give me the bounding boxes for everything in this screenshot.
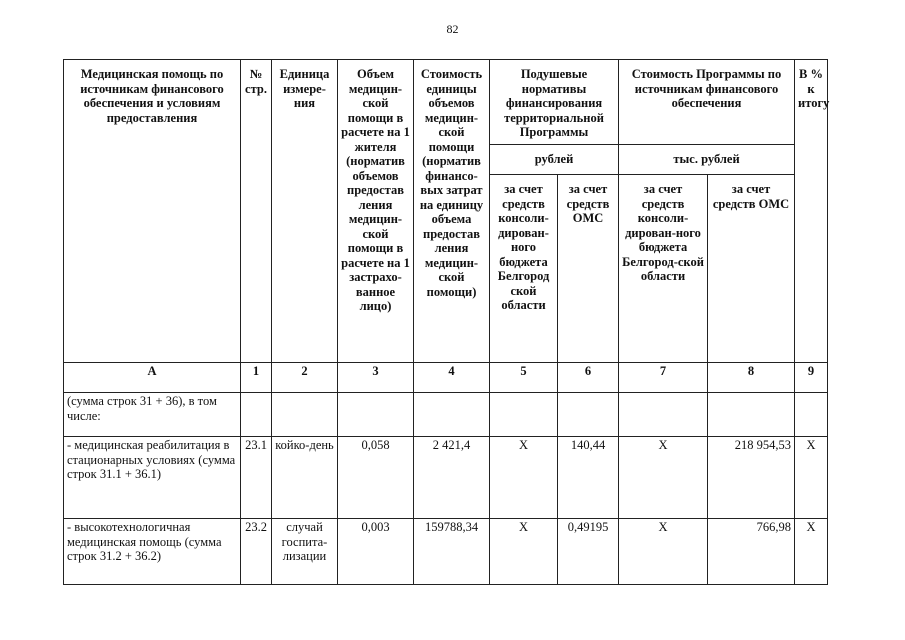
row-oms-norm: 140,44 bbox=[558, 437, 619, 519]
page-number: 82 bbox=[446, 22, 459, 36]
row-percent bbox=[795, 393, 828, 437]
row-oms-norm bbox=[558, 393, 619, 437]
column-number: 4 bbox=[414, 363, 490, 393]
row-volume: 0,058 bbox=[338, 437, 414, 519]
row-oms-norm: 0,49195 bbox=[558, 519, 619, 585]
row-regional-norm: Х bbox=[490, 437, 558, 519]
header-oms-norm: за счет средств ОМС bbox=[558, 175, 619, 363]
header-program-cost: Стоимость Программы по источникам финансового обеспечения bbox=[619, 60, 795, 145]
row-regional-cost: Х bbox=[619, 519, 708, 585]
row-volume: 0,003 bbox=[338, 519, 414, 585]
row-unit: случай госпита-лизации bbox=[272, 519, 338, 585]
financing-table bbox=[63, 59, 828, 585]
header-volume: Объем медицин-ской помощи в расчете на 1 жителя (норматив объемов предостав ления медицин-ской помощи в расчете на 1 застрахо-ванное лицо) bbox=[338, 60, 414, 363]
row-regional-cost: Х bbox=[619, 437, 708, 519]
row-number: 23.2 bbox=[241, 519, 272, 585]
header-unit: Единица измере-ния bbox=[272, 60, 338, 363]
column-number: А bbox=[64, 363, 241, 393]
column-number: 1 bbox=[241, 363, 272, 393]
column-number: 3 bbox=[338, 363, 414, 393]
row-unit bbox=[272, 393, 338, 437]
column-number: 2 bbox=[272, 363, 338, 393]
column-number: 8 bbox=[708, 363, 795, 393]
header-unit-thousand-rubles: тыс. рублей bbox=[619, 145, 795, 175]
row-unit-cost: 159788,34 bbox=[414, 519, 490, 585]
header-per-capita-norms: Подушевые нормативы финансирования территориальной Программы bbox=[490, 60, 619, 145]
column-number: 5 bbox=[490, 363, 558, 393]
row-unit-cost: 2 421,4 bbox=[414, 437, 490, 519]
row-regional-norm bbox=[490, 393, 558, 437]
row-percent: Х bbox=[795, 437, 828, 519]
header-regional-budget-cost: за счет средств консоли-дирован-ного бюджета Белгород-ской области bbox=[619, 175, 708, 363]
row-regional-cost bbox=[619, 393, 708, 437]
header-oms-cost: за счет средств ОМС bbox=[708, 175, 795, 363]
row-label: - медицинская реабилитация в стационарных условиях (сумма строк 31.1 + 36.1) bbox=[64, 437, 241, 519]
header-percent-total: В % к итогу bbox=[795, 60, 828, 363]
row-oms-cost: 766,98 bbox=[708, 519, 795, 585]
header-care-type: Медицинская помощь по источникам финансового обеспечения и условиям предоставления bbox=[64, 60, 241, 363]
row-number: 23.1 bbox=[241, 437, 272, 519]
row-label: (сумма строк 31 + 36), в том числе: bbox=[64, 393, 241, 437]
column-number: 6 bbox=[558, 363, 619, 393]
header-regional-budget-norm: за счет средств консоли-дирован-ного бюджета Белгород ской области bbox=[490, 175, 558, 363]
row-number bbox=[241, 393, 272, 437]
row-label: - высокотехнологичная медицинская помощь (сумма строк 31.2 + 36.2) bbox=[64, 519, 241, 585]
row-regional-norm: Х bbox=[490, 519, 558, 585]
row-oms-cost: 218 954,53 bbox=[708, 437, 795, 519]
table-row bbox=[64, 437, 828, 519]
table-row bbox=[64, 519, 828, 585]
row-unit: койко-день bbox=[272, 437, 338, 519]
row-unit-cost bbox=[414, 393, 490, 437]
row-percent: Х bbox=[795, 519, 828, 585]
header-row-number: № стр. bbox=[241, 60, 272, 363]
column-number: 9 bbox=[795, 363, 828, 393]
row-volume bbox=[338, 393, 414, 437]
header-unit-cost: Стоимость единицы объемов медицин-ской помощи (норматив финансо-вых затрат на единицу объема предостав ления медицин-ской помощи) bbox=[414, 60, 490, 363]
table-row bbox=[64, 393, 828, 437]
header-unit-rubles: рублей bbox=[490, 145, 619, 175]
row-oms-cost bbox=[708, 393, 795, 437]
column-number: 7 bbox=[619, 363, 708, 393]
